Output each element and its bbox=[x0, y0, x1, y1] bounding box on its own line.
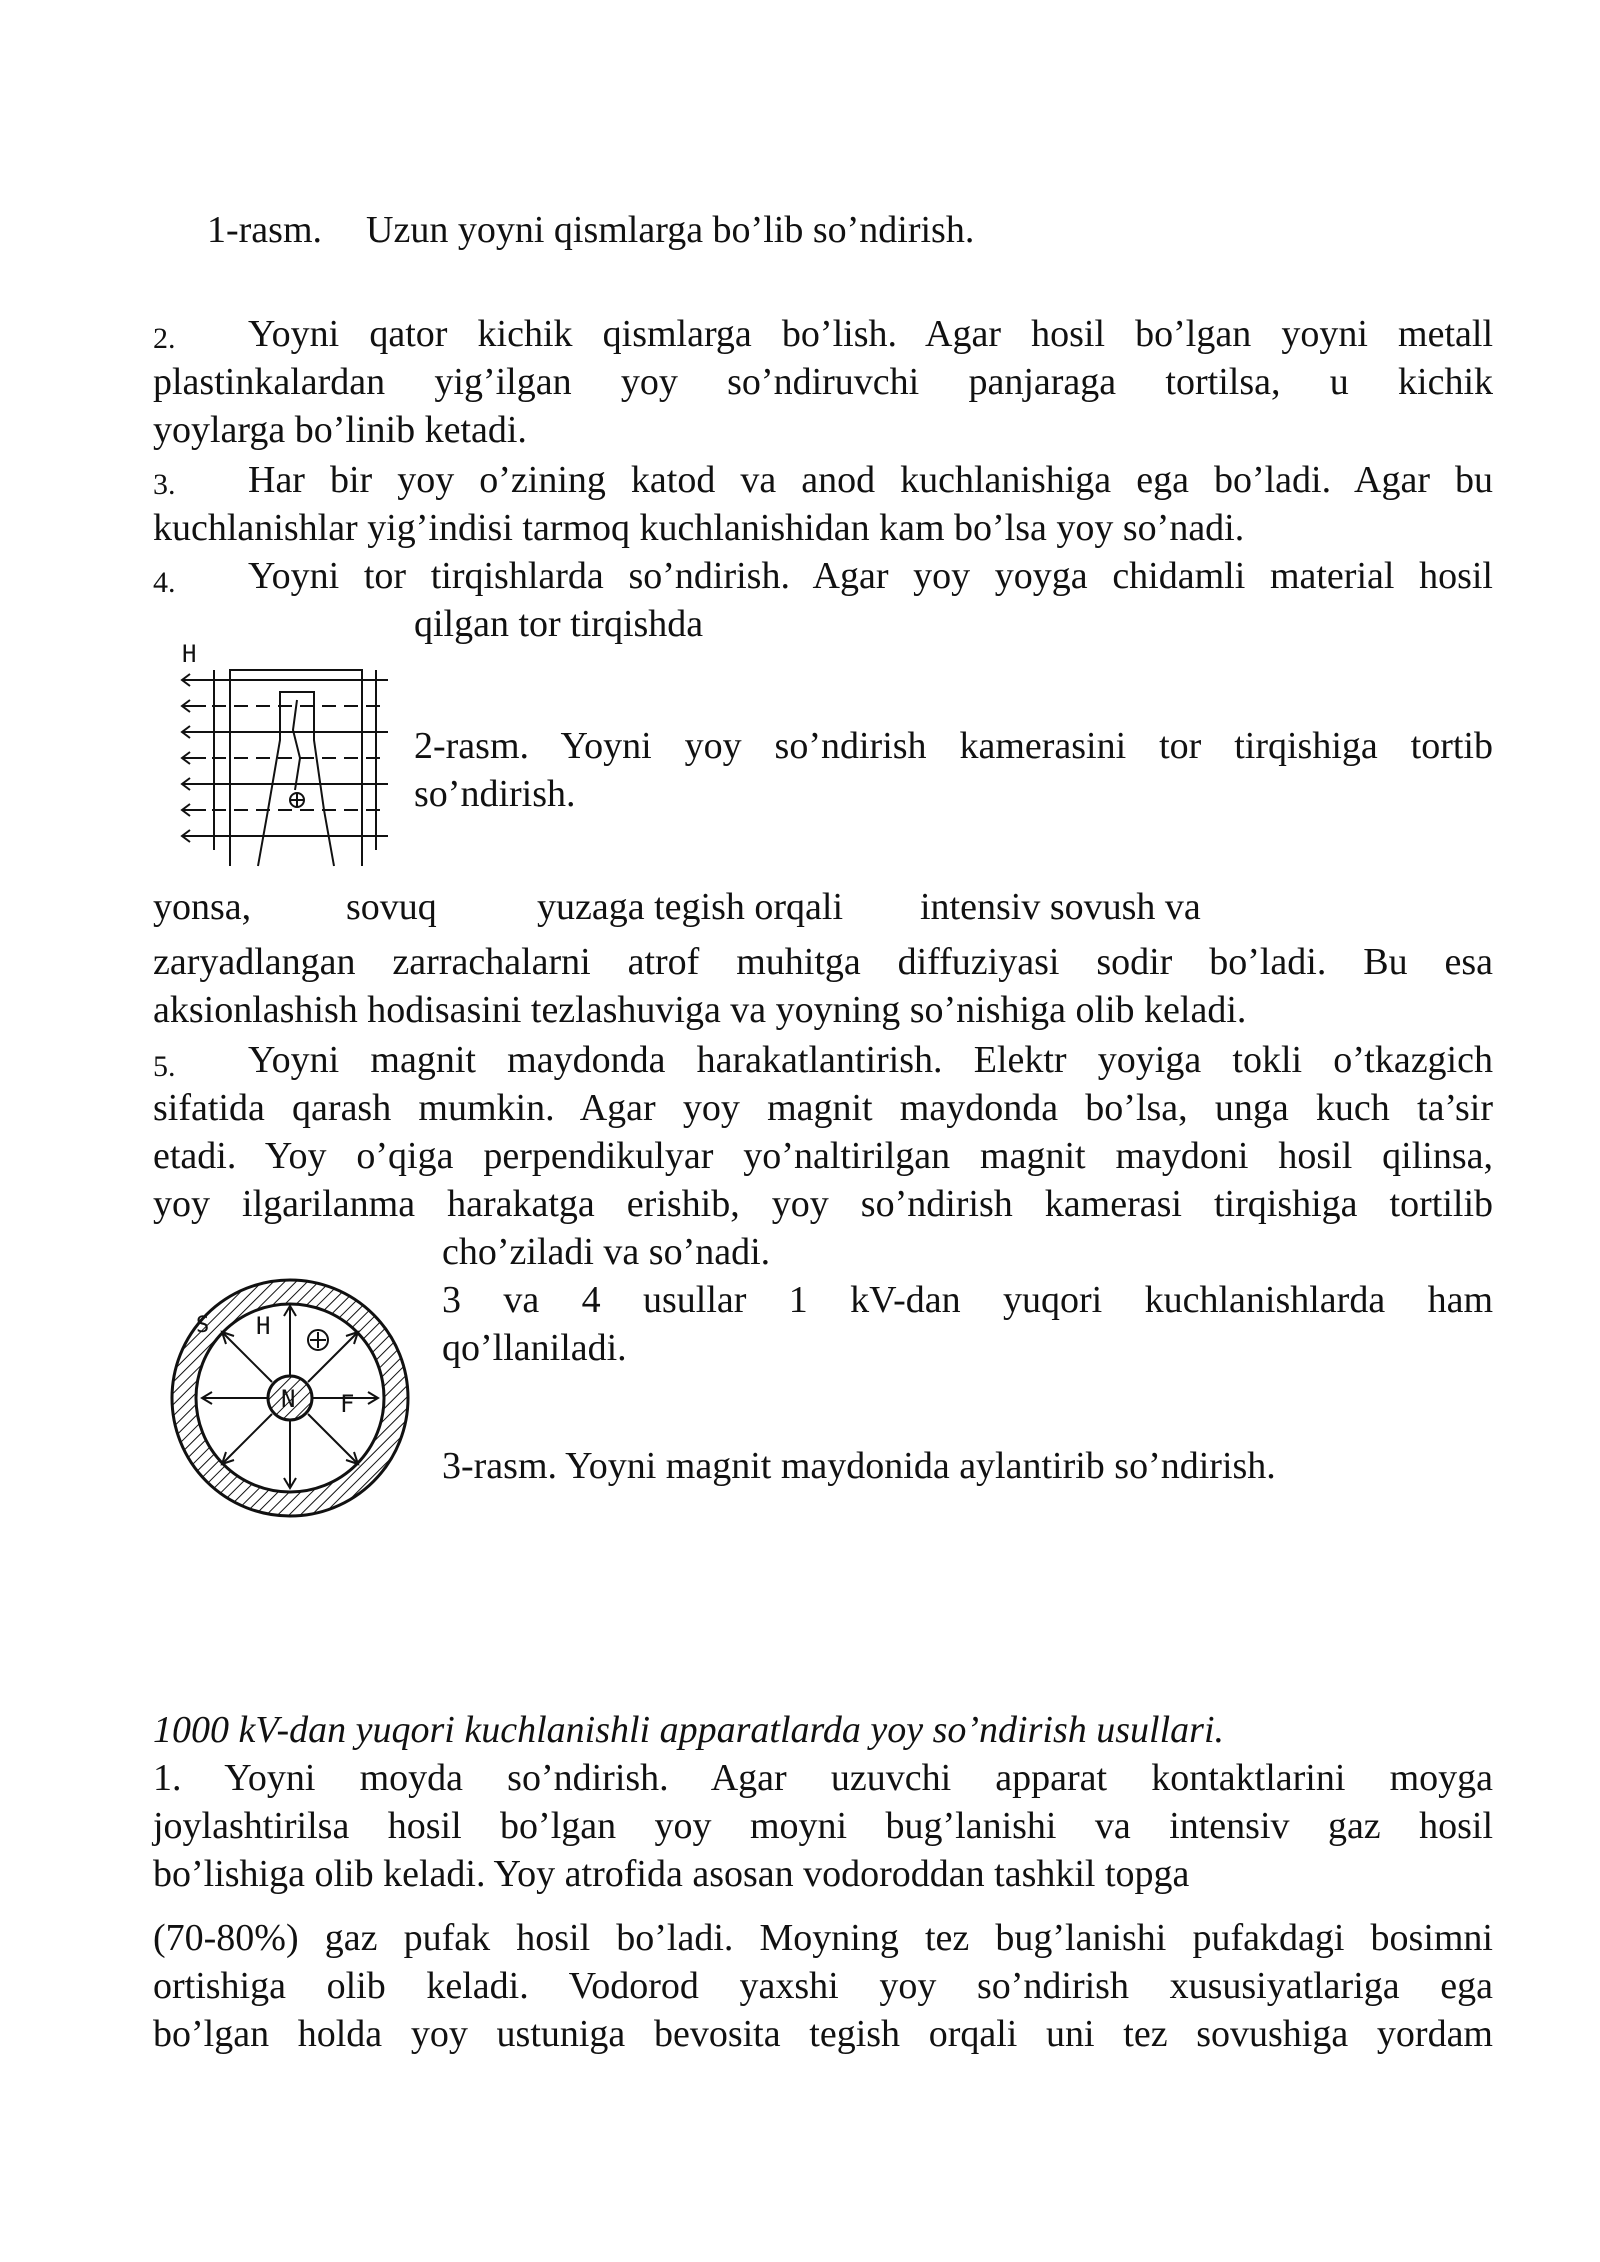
figure3-magnetic-rotation-diagram bbox=[160, 1270, 420, 1530]
item4-cont-word2: sovuq bbox=[346, 886, 437, 928]
oil-line5: ortishiga olib keladi. Vodorod yaxshi yoy so’ndirish xususiyatlariga ega bbox=[153, 1965, 1493, 2007]
item4-cont-line3: aksionlashish hodisasini tezlashuviga va yoyning so’nishiga olib keladi. bbox=[153, 989, 1247, 1031]
oil-line1: 1. Yoyni moyda so’ndirish. Agar uzuvchi apparat kontaktlarini moyga bbox=[153, 1757, 1493, 1799]
item3-line1: Har bir yoy o’zining katod va anod kuchlanishiga ega bo’ladi. Agar bu bbox=[248, 459, 1493, 501]
oil-line4: (70-80%) gaz pufak hosil bo’ladi. Moyning tez bug’lanishi pufakdagi bosimni bbox=[153, 1917, 1493, 1959]
item2-line2: plastinkalardan yig’ilgan yoy so’ndiruvchi panjaraga tortilsa, u kichik bbox=[153, 361, 1493, 403]
oil-line2: joylashtirilsa hosil bo’lgan yoy moyni bug’lanishi va intensiv gaz hosil bbox=[153, 1805, 1493, 1847]
item3-line2: kuchlanishlar yig’indisi tarmoq kuchlanishidan kam bo’lsa yoy so’nadi. bbox=[153, 507, 1245, 549]
item4-line2: qilgan tor tirqishda bbox=[414, 603, 704, 645]
section-heading: 1000 kV-dan yuqori kuchlanishli apparatlarda yoy so’ndirish usullari. bbox=[153, 1709, 1224, 1751]
item5-line1: Yoyni magnit maydonda harakatlantirish. Elektr yoyiga tokli o’tkazgich bbox=[248, 1039, 1493, 1081]
figure3-label-n: N bbox=[281, 1385, 296, 1413]
figure1-label: 1-rasm. bbox=[207, 209, 323, 251]
item2-line1: Yoyni qator kichik qismlarga bo’lish. Agar hosil bo’lgan yoyni metall bbox=[248, 313, 1493, 355]
note34-line2: qo’llaniladi. bbox=[442, 1327, 627, 1369]
item4-cont-word1: yonsa, bbox=[153, 886, 252, 928]
item4-cont-word3: yuzaga tegish orqali bbox=[537, 886, 844, 928]
item4-cont-line2: zaryadlangan zarrachalarni atrof muhitga diffuziyasi sodir bo’ladi. Bu esa bbox=[153, 941, 1493, 983]
figure2-caption-line1: 2-rasm. Yoyni yoy so’ndirish kamerasini tor tirqishiga tortib bbox=[414, 725, 1493, 767]
item5-line3: etadi. Yoy o’qiga perpendikulyar yo’naltirilgan magnit maydoni hosil qilinsa, bbox=[153, 1135, 1493, 1177]
figure1-caption-text: Uzun yoyni qismlarga bo’lib so’ndirish. bbox=[366, 209, 975, 251]
figure3-caption: 3-rasm. Yoyni magnit maydonida aylantirib so’ndirish. bbox=[442, 1445, 1276, 1487]
oil-line3: bo’lishiga olib keladi. Yoy atrofida asosan vodoroddan tashkil topga bbox=[153, 1853, 1190, 1895]
item5-line5: cho’ziladi va so’nadi. bbox=[442, 1231, 771, 1273]
item2-number: 2. bbox=[153, 322, 176, 355]
item4-cont-word4: intensiv sovush va bbox=[920, 886, 1201, 928]
figure3-label-h: H bbox=[256, 1312, 271, 1340]
figure2-caption-line2: so’ndirish. bbox=[414, 773, 576, 815]
item4-number: 4. bbox=[153, 566, 176, 599]
note34-line1: 3 va 4 usullar 1 kV-dan yuqori kuchlanishlarda ham bbox=[442, 1279, 1493, 1321]
item3-number: 3. bbox=[153, 468, 176, 501]
figure1-caption bbox=[207, 206, 974, 254]
figure2-arc-chute-diagram bbox=[176, 640, 396, 880]
figure3-label-f: F bbox=[340, 1390, 355, 1418]
item5-line2: sifatida qarash mumkin. Agar yoy magnit maydonda bo’lsa, unga kuch ta’sir bbox=[153, 1087, 1493, 1129]
oil-line6: bo’lgan holda yoy ustuniga bevosita tegish orqali uni tez sovushiga yordam bbox=[153, 2013, 1493, 2055]
item5-number: 5. bbox=[153, 1050, 176, 1083]
figure2-label-h: H bbox=[182, 640, 197, 668]
figure3-label-s: S bbox=[196, 1313, 210, 1338]
item2-line3: yoylarga bo’linib ketadi. bbox=[153, 409, 527, 451]
item5-line4: yoy ilgarilanma harakatga erishib, yoy so’ndirish kamerasi tirqishiga tortilib bbox=[153, 1183, 1493, 1225]
item4-line1: Yoyni tor tirqishlarda so’ndirish. Agar yoy yoyga chidamli material hosil bbox=[248, 555, 1493, 597]
